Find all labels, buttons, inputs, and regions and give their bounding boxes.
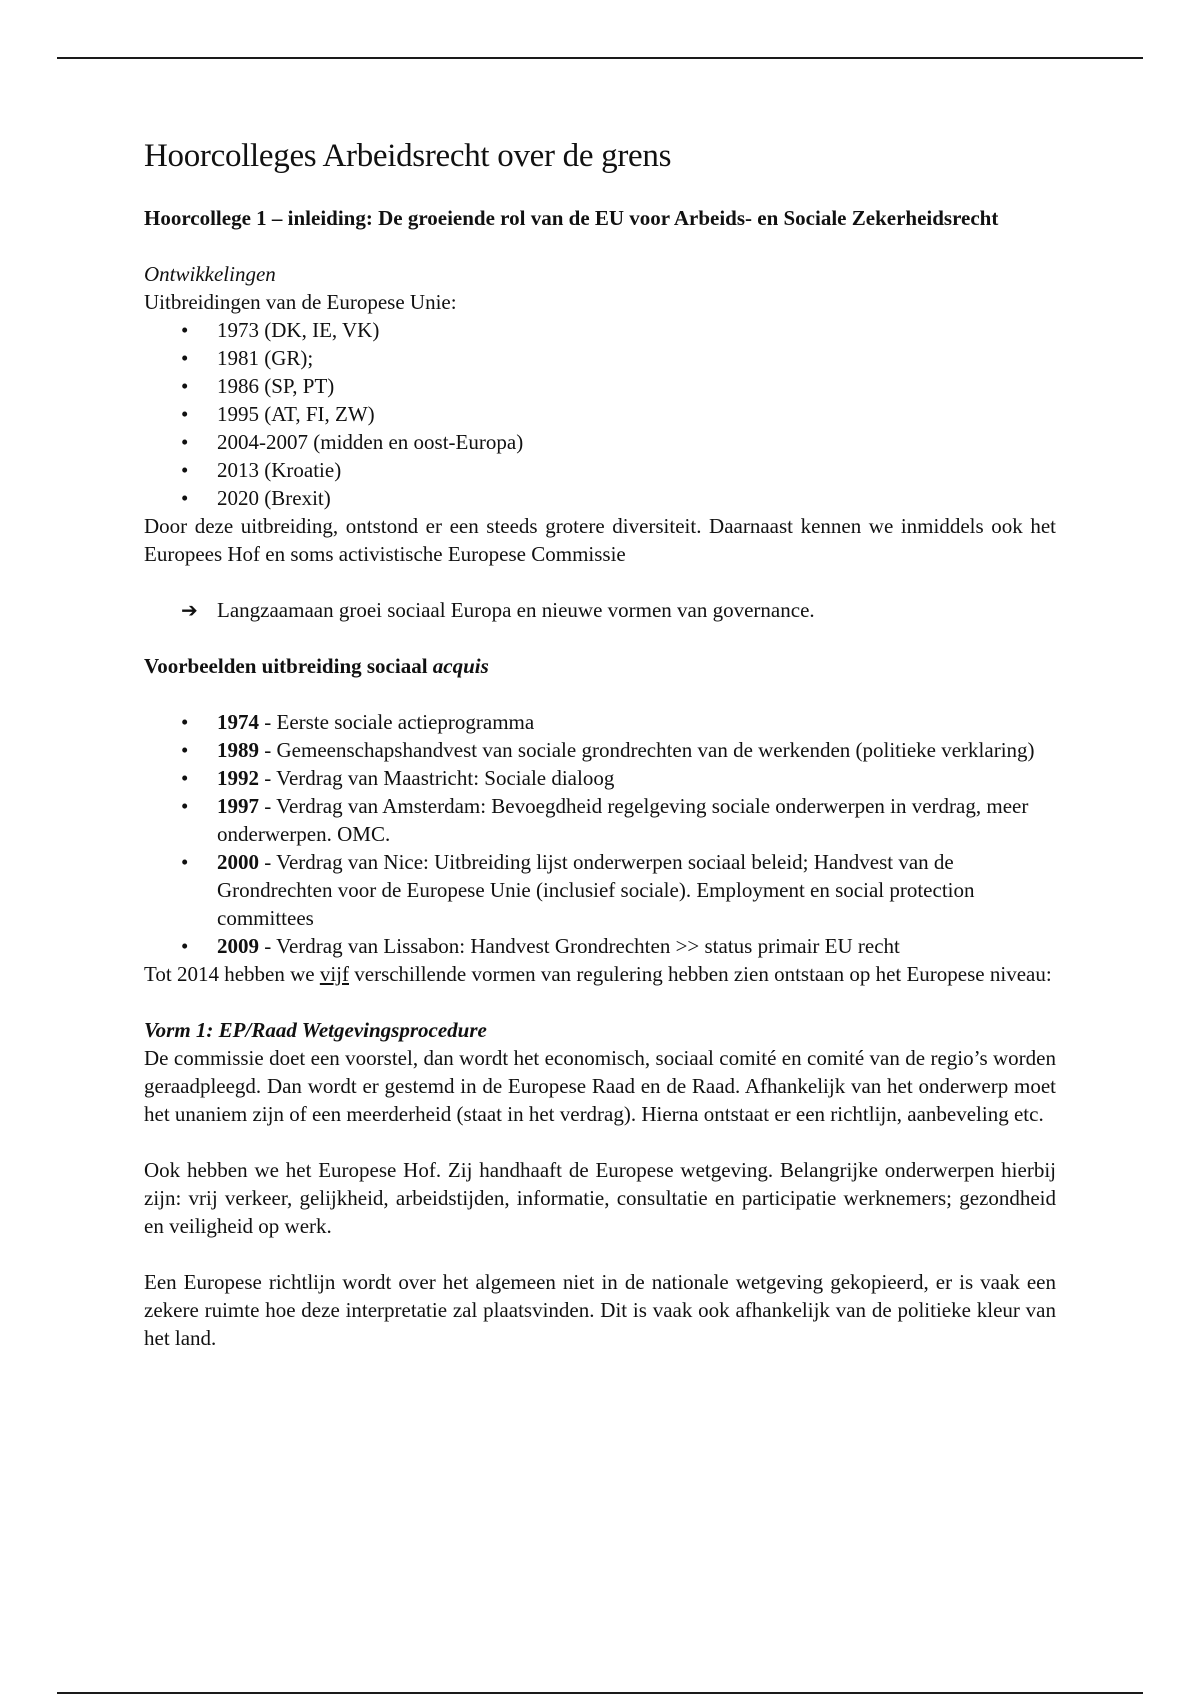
list-item-text: 1995 (AT, FI, ZW) xyxy=(217,402,375,426)
arrow-right-icon: ➔ xyxy=(181,598,198,622)
paragraph-diversity: Door deze uitbreiding, ontstond er een steeds grotere diversiteit. Daarnaast kennen we inmiddels ook het Europees Hof en soms activistische Europese Commissie xyxy=(144,514,1056,566)
list-item xyxy=(144,456,1056,484)
bullet-icon: • xyxy=(181,458,189,482)
list-item xyxy=(144,792,1056,848)
list-item-year: 1989 xyxy=(217,738,259,762)
list-item-text: - Verdrag van Amsterdam: Bevoegdheid regelgeving sociale onderwerpen in verdrag, meer onderwerpen. OMC. xyxy=(217,794,1029,846)
bullet-icon: • xyxy=(181,794,189,818)
acquis-heading-text: Voorbeelden uitbreiding sociaal xyxy=(144,654,433,678)
list-item xyxy=(144,932,1056,960)
list-item xyxy=(144,372,1056,400)
top-rule xyxy=(57,57,1143,59)
paragraph-richtlijn: Een Europese richtlijn wordt over het algemeen niet in de nationale wetgeving gekopieerd, er is vaak een zekere ruimte hoe deze interpretatie zal plaatsvinden. Dit is vaak ook afhankelijk van de politieke kleur van het land. xyxy=(144,1270,1056,1350)
paragraph-forms-after: verschillende vormen van regulering hebben zien ontstaan op het Europese niveau: xyxy=(349,962,1052,986)
bullet-icon: • xyxy=(181,766,189,790)
paragraph-forms-underlined: vijf xyxy=(319,962,349,986)
list-item-text: - Verdrag van Maastricht: Sociale dialoog xyxy=(259,766,615,790)
list-item xyxy=(144,428,1056,456)
list-item-text: - Verdrag van Lissabon: Handvest Grondrechten >> status primair EU recht xyxy=(259,934,900,958)
lecture-heading: Hoorcollege 1 – inleiding: De groeiende rol van de EU voor Arbeids- en Sociale Zekerheidsrecht xyxy=(144,206,999,230)
list-item-text: 2013 (Kroatie) xyxy=(217,458,342,482)
bullet-icon: • xyxy=(181,738,189,762)
paragraph-forms-before: Tot 2014 hebben we xyxy=(144,962,320,986)
list-item-text: 2004-2007 (midden en oost-Europa) xyxy=(217,430,524,454)
enlargements-list xyxy=(144,316,1056,512)
paragraph-hof: Ook hebben we het Europese Hof. Zij handhaaft de Europese wetgeving. Belangrijke onderwerpen hierbij zijn: vrij verkeer, gelijkheid, arbeidstijden, informatie, consultatie en participatie werknemers; gezondheid en veiligheid op werk. xyxy=(144,1158,1056,1238)
list-item xyxy=(144,708,1056,736)
list-item-year: 1997 xyxy=(217,794,259,818)
acquis-heading-italic: acquis xyxy=(432,654,489,678)
list-item xyxy=(144,736,1056,764)
list-item xyxy=(144,316,1056,344)
bottom-rule xyxy=(57,1692,1143,1694)
section-label-ontwikkelingen: Ontwikkelingen xyxy=(144,262,276,286)
list-item-text: 2020 (Brexit) xyxy=(217,486,331,510)
bullet-icon: • xyxy=(181,374,189,398)
bullet-icon: • xyxy=(181,402,189,426)
list-item xyxy=(144,848,1056,932)
list-item-year: 1974 xyxy=(217,710,259,734)
vorm1-heading: Vorm 1: EP/Raad Wetgevingsprocedure xyxy=(144,1018,487,1042)
paragraph-forms xyxy=(144,960,1056,988)
bullet-icon: • xyxy=(181,346,189,370)
bullet-icon: • xyxy=(181,318,189,342)
list-item xyxy=(144,484,1056,512)
list-item xyxy=(144,764,1056,792)
list-item xyxy=(144,344,1056,372)
list-item-year: 2009 xyxy=(217,934,259,958)
bullet-icon: • xyxy=(181,430,189,454)
bullet-icon: • xyxy=(181,710,189,734)
list-item-text: - Gemeenschapshandvest van sociale grondrechten van de werkenden (politieke verklaring) xyxy=(259,738,1035,762)
list-item-text: - Verdrag van Nice: Uitbreiding lijst onderwerpen sociaal beleid; Handvest van de Grondrechten voor de Europese Unie (inclusief sociale). Employment en social protection committees xyxy=(217,850,975,930)
acquis-heading xyxy=(144,652,1056,680)
bullet-icon: • xyxy=(181,934,189,958)
arrow-point xyxy=(144,596,1056,624)
document-page xyxy=(144,136,1056,1352)
vorm1-paragraph: De commissie doet een voorstel, dan wordt het economisch, sociaal comité en comité van de regio’s worden geraadpleegd. Dan wordt er gestemd in de Europese Raad en de Raad. Afhankelijk van het onderwerp moet het unaniem zijn of een meerderheid (staat in het verdrag). Hierna ontstaat er een richtlijn, aanbeveling etc. xyxy=(144,1046,1056,1126)
list-item-text: 1986 (SP, PT) xyxy=(217,374,335,398)
list-item xyxy=(144,400,1056,428)
arrow-point-text: Langzaamaan groei sociaal Europa en nieuwe vormen van governance. xyxy=(217,598,815,622)
acquis-list xyxy=(144,708,1056,960)
bullet-icon: • xyxy=(181,850,189,874)
enlargements-intro: Uitbreidingen van de Europese Unie: xyxy=(144,290,457,314)
list-item-text: 1973 (DK, IE, VK) xyxy=(217,318,380,342)
list-item-text: - Eerste sociale actieprogramma xyxy=(259,710,535,734)
list-item-year: 1992 xyxy=(217,766,259,790)
list-item-year: 2000 xyxy=(217,850,259,874)
document-title: Hoorcolleges Arbeidsrecht over de grens xyxy=(144,138,672,174)
bullet-icon: • xyxy=(181,486,189,510)
list-item-text: 1981 (GR); xyxy=(217,346,314,370)
